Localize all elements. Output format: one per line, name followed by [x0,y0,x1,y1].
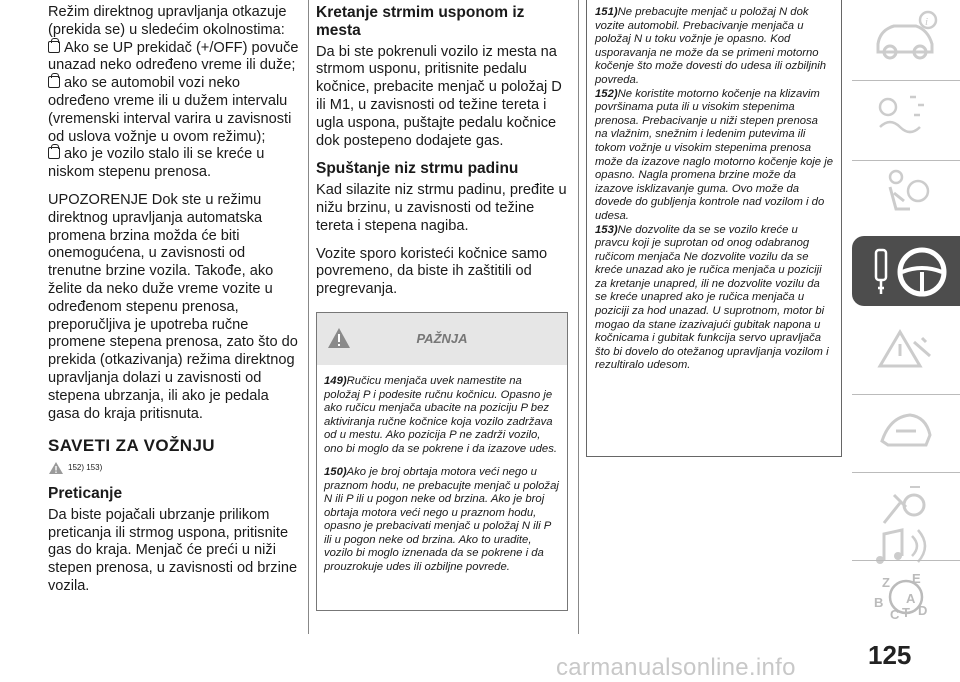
note-text: Ručicu menjača uvek namestite na položaj P i podesite ručnu kočnicu. Opasno je ako ručicu menjača ubacite na poziciju P bez aktiviranja ručne kočnice koja vozilo zadržava od u mestu. Ako pozicija P ne zadrži vozilo, ono bi moglo da se pokrene i da izazove udes. [324,375,557,455]
note-number: 150) [324,466,347,478]
column-middle [316,4,572,309]
note-number: 151) [595,6,618,18]
warning-reference: 152) 153) [48,459,300,477]
roadside-emergency-icon [870,322,940,378]
tab-safety[interactable] [852,160,960,231]
note-number: 149) [324,375,347,387]
car-info-icon [870,8,940,64]
uspon-text: Da bi ste pokrenuli vozilo iz mesta na strmom usponu, pritisnite pedalu kočnice, prebacite menjač u položaj D ili M1, u zavisnosti od težine tereta i ugla uspona, puštajte pedalu kočnice dok postepeno dodajete gas. [316,43,562,149]
spustanje-text: Vozite sporo koristeći kočnice samo povremeno, da biste ih zaštitili od pregrevanja. [316,245,548,298]
spustanje-text: Kad silazite niz strmu padinu, pređite u nižu brzinu, u zavisnosti od težine tereta i stepena nagiba. [316,182,567,234]
warning-body [317,365,567,574]
intro-text: Režim direktnog upravljanja otkazuje (prekida se) u sledećim okolnostima: [48,4,287,38]
svg-text:Z: Z [882,575,890,590]
bullet-icon [48,41,60,53]
note-text: Ne prebacujte menjač u položaj N dok vozite automobil. Prebacivanje menjača u položaj N u toku vožnje je opasno. Kod usporavanja ne može da se primeni motorno kočenje što može dovesti do udesa ili ozbiljnih povreda. [595,6,827,86]
column-divider [308,0,309,634]
note-text: Ne koristite motorno kočenje na klizavim površinama puta ili u visokim stepenima prenosa. Prebacivanje u niži stepen prenosa na vlažnim, snežnim i ledenim putevima ili tokom vožnje u visokim stepenima prenosa može da izazove naglo motorno kočenje koje je opasno. Nagla promena brzine može da izazove isklizavanje guma. Ovo može da dovede do gubljenja kontrole nad vozilom i do udesa. [595,87,834,222]
note-text: Ako je broj obrtaja motora veći nego u praznom hodu, ne prebacujte menjač u položaj N ili P ili u pogon neke od brzina. Ako je broj obrtaja motora veći nego u praznom hodu, opasno je prebacivati menjač u položaj N ili P ili u pogon neke od brzina. Ako to uradite, vozilo bi moglo iznenada da se pokrene i da prouzrokuje udes ili ozbiljne povrede. [324,466,559,573]
warning-triangle-icon [48,461,64,475]
column-divider [578,0,579,634]
bullet-item: ako je vozilo stalo ili se kreće u niskom stepenu prenosa. [48,146,265,181]
uspon-heading: Kretanje strmim usponom iz mesta [316,4,525,39]
bullet-item: ako se automobil vozi neko određeno vreme ili u dužem intervalu (vremenski interval varira u zavisnosti od uslova vožnje u ovom režimu); [48,75,292,145]
warning-header [317,313,567,365]
page-number: 125 [868,640,912,670]
column-left [48,4,300,606]
steering-wheel-key-icon [870,242,950,302]
tab-index[interactable] [852,560,960,631]
warning-box [316,312,568,611]
bullet-item: Ako se UP prekidač (+/OFF) povuče unazad neko određeno vreme ili duže; [48,39,299,74]
warning-title: PAŽNJA [416,331,468,346]
tab-dashboard[interactable] [852,80,960,151]
bullet-icon [48,76,60,88]
chapter-tabs [852,0,960,660]
note-number: 152) [595,87,618,100]
tab-emergency[interactable] [852,316,960,386]
preticanje-heading: Preticanje [48,484,123,502]
index-abc-icon [870,567,940,627]
tab-car-info[interactable] [852,2,960,72]
column-right-warning [586,0,842,457]
tab-maintenance[interactable] [852,394,960,465]
spustanje-heading: Spuštanje niz strmu padinu [316,160,519,178]
preticanje-text: Da biste pojačali ubrzanje prilikom preticanja ili strmog uspona, pritisnite gas do kraja. Menjač će preći u niži stepen prenosa, u zavisnosti od brzine vozila. [48,506,298,594]
maintenance-wrench-icon [870,401,940,457]
saveti-heading: SAVETI ZA VOŽNJU [48,436,215,456]
svg-text:E: E [912,571,921,586]
note-number: 153) [595,223,618,236]
dashboard-warning-icon [870,87,940,143]
bullet-icon [48,147,60,159]
svg-text:B: B [874,595,884,610]
upozorenje-text: UPOZORENJE Dok ste u režimu direktnog upravljanja automatska promena brzina možda će biti onemogućena, u zavisnosti od trenutne brzine vozila. Takođe, ako želite da neko duže vreme vozite u određenom stepenu prenosa, preporučljiva je upotreba ručne promene stepena prenosa, zato što do prekida (otkazivanja) režima direktnog upravljanja dolazi u zavisnosti od stepena ubrzanja, ili ako je pedala gasa do kraja pritisnuta. [48,191,298,422]
tab-starting-driving[interactable] [852,236,960,306]
svg-text:D: D [918,603,928,618]
safety-airbag-icon [870,167,940,223]
note-text: Ne dozvolite da se se vozilo kreće u pravcu koji je suprotan od onog odabranog ručicom menjača Ne dozvolite vozilu da se kreće unazad ako je ručica menjača u poziciji za kretanje unapred, ili ne dozvolite vozilu da se kreće unapred ako je ručica menjača u poziciji za hod unazad. U suprotnom, motor bi mogao da stane izazivajući gubitak napona u kočnicama i gubitak funkcija servo upravljača što bi dovelo do otežanog upravljanja vozilom i rezultiralo udesom. [595,223,829,372]
svg-text:A: A [906,591,916,606]
watermark: carmanualsonline.info [556,654,796,681]
svg-text:i: i [925,16,929,28]
svg-text:T: T [902,605,910,620]
svg-text:C: C [890,607,900,622]
